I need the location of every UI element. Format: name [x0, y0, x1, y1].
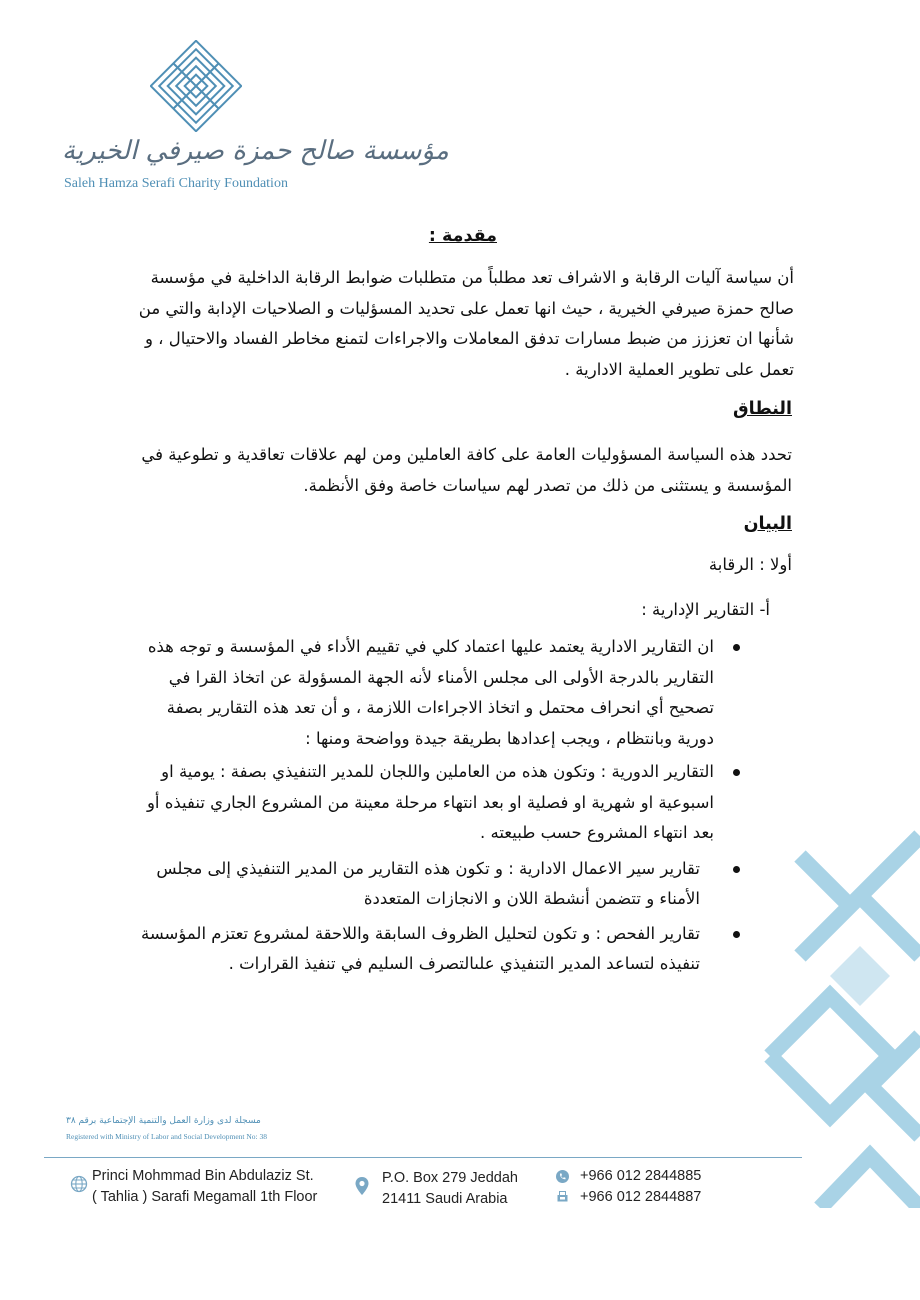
address-line-2: ( Tahlia ) Sarafi Megamall 1th Floor	[92, 1189, 318, 1205]
list-item-text: تقارير الفحص : و تكون لتحليل الظروف السابقة واللاحقة لمشروع تعتزم المؤسسة تنفيذه لتساعد المدير التنفيذي علىالتصرف السليم في تنفيذ القرارات .	[140, 923, 700, 973]
fax-icon	[557, 1191, 568, 1202]
decorative-pattern	[760, 826, 920, 1208]
list-item	[134, 632, 714, 754]
footer-divider	[44, 1157, 802, 1158]
globe-icon	[70, 1175, 88, 1193]
registration-english: Registered with Ministry of Labor and Social Development No: 38	[66, 1132, 268, 1141]
footer-contacts	[580, 1166, 701, 1208]
footer-po-box	[382, 1168, 518, 1210]
list-item	[134, 757, 714, 849]
intro-heading: مقدمة :	[428, 226, 497, 246]
scope-heading: النطاق	[733, 399, 792, 419]
logo-arabic-name: مؤسسة صالح حمزة صيرفي الخيرية	[62, 136, 449, 166]
registration-arabic: مسجلة لدى وزارة العمل والتنمية الإجتماعية برقم ٣٨	[66, 1116, 261, 1126]
po-line-2: 21411 Saudi Arabia	[382, 1191, 508, 1207]
list-item-text: تقارير سير الاعمال الادارية : و تكون هذه التقارير من المدير التنفيذي إلى مجلس الأمناء و تتضمن أنشطة اللان و الانجازات المتعددة	[156, 858, 700, 908]
statement-heading: البيان	[743, 514, 792, 534]
subsection-a-label: أ- التقارير الإدارية :	[641, 600, 770, 619]
bullet-icon	[733, 931, 740, 938]
list-item	[134, 854, 714, 915]
foundation-logo-emblem	[150, 40, 242, 132]
logo-english-name: Saleh Hamza Serafi Charity Foundation	[64, 176, 288, 191]
po-line-1: P.O. Box 279 Jeddah	[382, 1170, 518, 1186]
bullet-icon	[733, 866, 740, 873]
bullet-icon	[733, 769, 740, 776]
list-item-text: ان التقارير الادارية يعتمد عليها اعتماد كلي في تقييم الأداء في المؤسسة و توجه هذه التقارير بالدرجة الأولى الى مجلس الأمناء لأنه الجهة المسؤولة عن اتخاذ القرا في تصحيح أي انحراف محتمل و اتخاذ الاجراءات اللازمة ، و أن تعد هذه التقارير بصفة دورية وبانتظام ، ويجب إعدادها بطريقة جيدة وواضحة ومنها :	[147, 637, 714, 748]
footer-address	[92, 1166, 317, 1208]
bullet-icon	[733, 644, 740, 651]
phone-icon	[556, 1170, 569, 1183]
address-line-1: Princi Mohmmad Bin Abdulaziz St.	[92, 1168, 314, 1184]
reports-bullet-list	[134, 632, 714, 980]
phone-number: +966 012 2844885	[580, 1168, 702, 1184]
fax-number: +966 012 2844887	[580, 1189, 702, 1205]
location-pin-icon	[354, 1176, 370, 1196]
section-first-label: أولا : الرقابة	[708, 555, 792, 574]
intro-paragraph: أن سياسة آليات الرقابة و الاشراف تعد مطلباً من متطلبات ضوابط الرقابة الداخلية في مؤسسة صالح حمزة صيرفي الخيرية ، حيث انها تعمل على تحديد المسؤليات و الصلاحيات الإدابة والتي من شأنها ان تعززز من ضبط مسارات تدفق المعاملات والاجراءات لتمنع مخاطر الفساد والاحتيال ، و تعمل على تطوير العملية الادارية .	[138, 268, 794, 379]
list-item	[134, 919, 714, 980]
scope-paragraph: تحدد هذه السياسة المسؤوليات العامة على كافة العاملين ومن لهم علاقات تعاقدية و تطوعية في المؤسسة و يستثنى من ذلك من تصدر لهم سياسات خاصة وفق الأنظمة.	[141, 445, 792, 495]
list-item-text: التقارير الدورية : وتكون هذه من العاملين واللجان للمدير التنفيذي بصفة : يومية او اسبوعية او شهرية او فصلية او بعد انتهاء مرحلة معينة من المشروع الجاري تنفيذه أو بعد انتهاء المشروع حسب طبيعته .	[146, 762, 714, 842]
